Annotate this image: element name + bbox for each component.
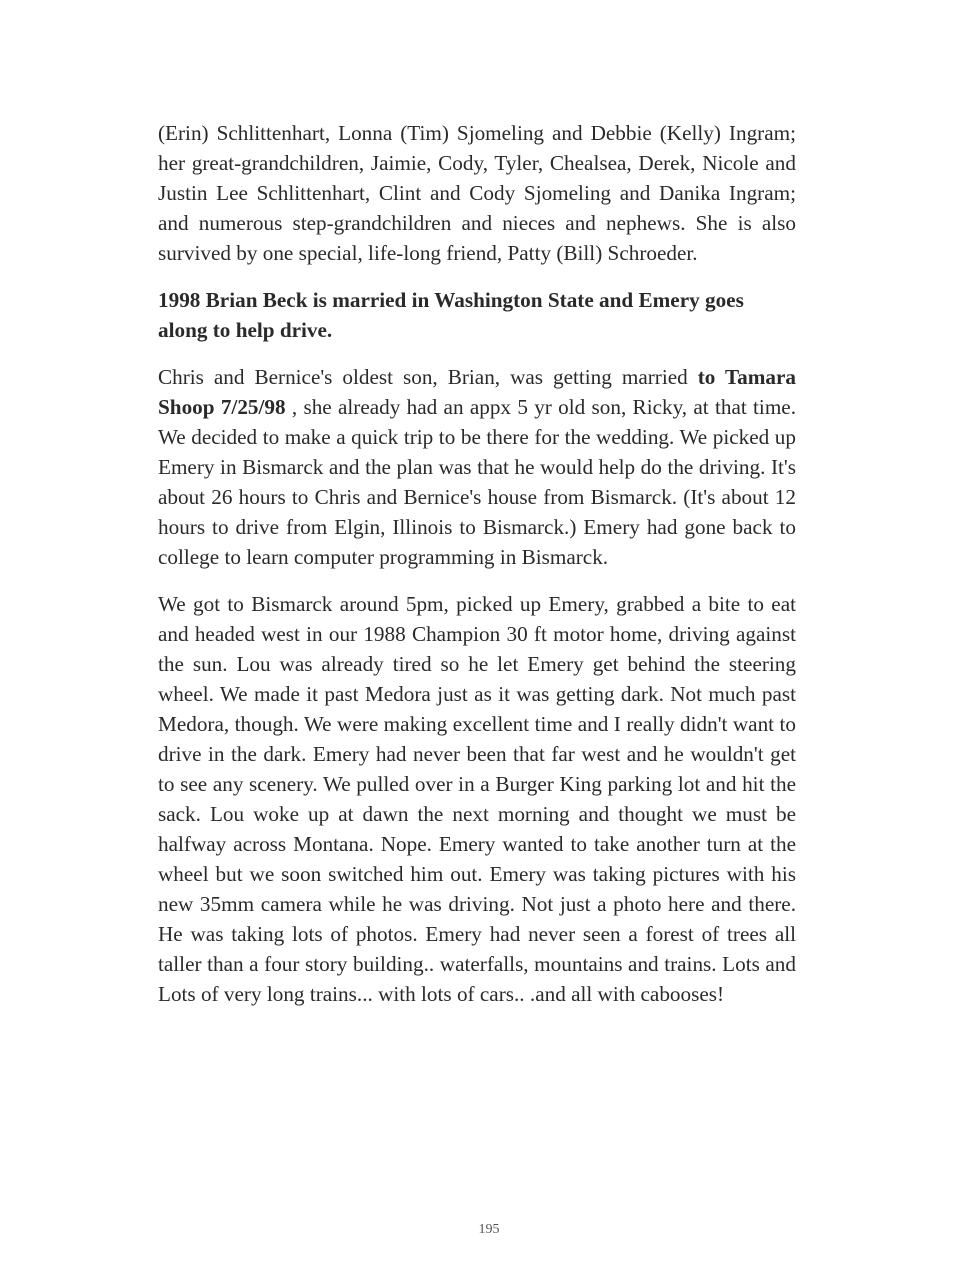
document-body xyxy=(158,118,796,1026)
page-number: 195 xyxy=(478,1222,500,1237)
paragraph-wedding xyxy=(158,362,796,572)
paragraph-trip: We got to Bismarck around 5pm, picked up Emery, grabbed a bite to eat and headed west in our 1988 Champion 30 ft motor home, driving against the sun. Lou was already tired so he let Emery get behind the steering wheel. We made it past Medora just as it was getting dark. Not much past Medora, though. We were making excellent time and I really didn't want to drive in the dark. Emery had never been that far west and he wouldn't get to see any scenery. We pulled over in a Burger King parking lot and hit the sack. Lou woke up at dawn the next morning and thought we must be halfway across Montana. Nope. Emery wanted to take another turn at the wheel but we soon switched him out. Emery was taking pictures with his new 35mm camera while he was driving. Not just a photo here and there. He was taking lots of photos. Emery had never seen a forest of trees all taller than a four story building.. waterfalls, mountains and trains. Lots and Lots of very long trains... with lots of cars.. .and all with cabooses! xyxy=(158,592,796,1006)
paragraph-wedding-text-1: Chris and Bernice's oldest son, Brian, was getting married xyxy=(158,365,698,389)
paragraph-wedding-bold: to Tamara Shoop 7/25/98 xyxy=(158,365,796,419)
section-heading: 1998 Brian Beck is married in Washington State and Emery goes along to help drive. xyxy=(158,288,744,342)
paragraph-survivors: (Erin) Schlittenhart, Lonna (Tim) Sjomeling and Debbie (Kelly) Ingram; her great-grandchildren, Jaimie, Cody, Tyler, Chealsea, Derek, Nicole and Justin Lee Schlittenhart, Clint and Cody Sjomeling and Danika Ingram; and numerous step-grandchildren and nieces and nephews. She is also survived by one special, life-long friend, Patty (Bill) Schroeder. xyxy=(158,121,796,265)
paragraph-wedding-text-2: , she already had an appx 5 yr old son, Ricky, at that time. We decided to make a quick trip to be there for the wedding. We picked up Emery in Bismarck and the plan was that he would help do the driving. It's about 26 hours to Chris and Bernice's house from Bismarck. (It's about 12 hours to drive from Elgin, Illinois to Bismarck.) Emery had gone back to college to learn computer programming in Bismarck. xyxy=(158,395,796,569)
